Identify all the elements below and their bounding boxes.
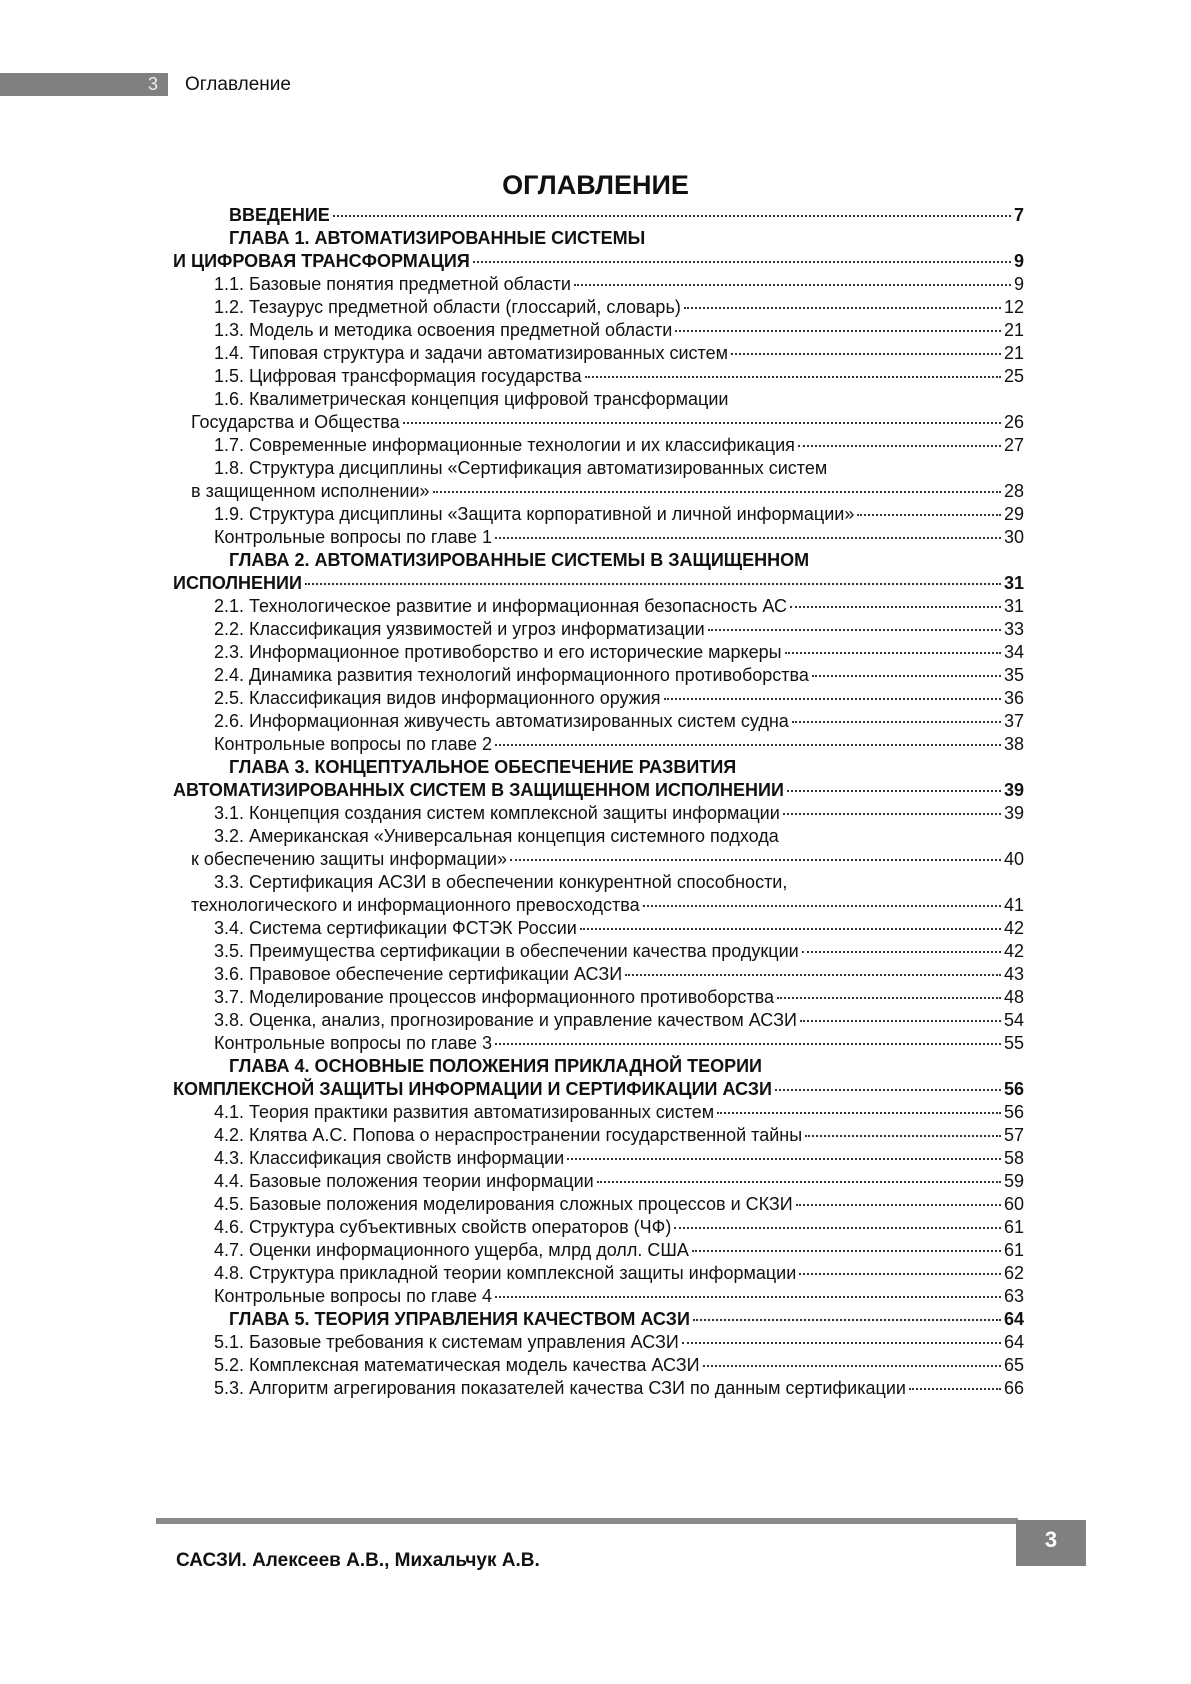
toc-entry[interactable]	[0, 917, 1191, 940]
toc-entry[interactable]	[0, 526, 1191, 549]
toc-entry-title[interactable]: 1.5. Цифровая трансформация государства	[214, 366, 582, 386]
toc-page-number[interactable]: 54	[1003, 1010, 1024, 1030]
toc-entry[interactable]	[0, 296, 1191, 319]
toc-entry-title[interactable]: 3.7. Моделирование процессов информационного противоборства	[214, 987, 775, 1007]
toc-page-number[interactable]: 58	[1003, 1148, 1024, 1168]
toc-entry[interactable]	[0, 687, 1191, 710]
toc-entry-title[interactable]: 5.2. Комплексная математическая модель качества АСЗИ	[214, 1355, 700, 1375]
dot-leader	[805, 1135, 1001, 1137]
dot-leader	[692, 1250, 1001, 1252]
toc-page-number[interactable]: 60	[1003, 1194, 1024, 1214]
toc-page-number[interactable]: 26	[1003, 412, 1024, 432]
toc-entry-title[interactable]: 4.2. Клятва А.С. Попова о нераспространении государственной тайны	[214, 1125, 803, 1145]
toc-entry[interactable]	[0, 1285, 1191, 1308]
toc-entry-title[interactable]: 3.2. Американская «Универсальная концепция системного подхода	[214, 826, 779, 846]
toc-entry-title[interactable]: 1.7. Современные информационные технологии и их классификация	[214, 435, 795, 455]
toc-page-number[interactable]: 40	[1003, 849, 1024, 869]
toc-entry-title[interactable]: в защищенном исполнении»	[191, 481, 430, 501]
dot-leader	[731, 353, 1001, 355]
toc-page-number[interactable]: 21	[1003, 343, 1024, 363]
dot-leader	[585, 376, 1001, 378]
toc-page-number[interactable]: 62	[1003, 1263, 1024, 1283]
dot-leader	[857, 514, 1001, 516]
toc-entry[interactable]	[0, 894, 1191, 917]
toc-entry[interactable]	[0, 480, 1191, 503]
dot-leader	[675, 330, 1001, 332]
dot-leader	[792, 721, 1001, 723]
toc-entry[interactable]	[0, 1377, 1191, 1400]
toc-entry-title[interactable]: 5.3. Алгоритм агрегирования показателей качества СЗИ по данным сертификации	[214, 1378, 906, 1398]
toc-entry[interactable]	[0, 1239, 1191, 1262]
footer-divider	[156, 1518, 1018, 1524]
toc-page-number[interactable]: 56	[1003, 1079, 1024, 1099]
dot-leader	[473, 261, 1011, 263]
toc-entry[interactable]	[0, 204, 1191, 227]
dot-leader	[799, 1273, 1001, 1275]
toc-page-number[interactable]: 12	[1003, 297, 1024, 317]
toc-entry[interactable]	[0, 940, 1191, 963]
footer-page-number: 3	[1016, 1520, 1086, 1566]
toc-page-number[interactable]: 43	[1003, 964, 1024, 984]
toc-entry[interactable]	[0, 1032, 1191, 1055]
toc-page-number[interactable]: 37	[1003, 711, 1024, 731]
toc-page-number[interactable]: 48	[1003, 987, 1024, 1007]
toc-page-number[interactable]: 39	[1003, 780, 1024, 800]
toc-entry-title[interactable]: АВТОМАТИЗИРОВАННЫХ СИСТЕМ В ЗАЩИЩЕННОМ ИСПОЛНЕНИИ	[173, 780, 784, 800]
toc-page-number[interactable]: 57	[1003, 1125, 1024, 1145]
toc-page-number[interactable]: 28	[1003, 481, 1024, 501]
toc-entry[interactable]	[0, 1124, 1191, 1147]
dot-leader	[495, 1043, 1001, 1045]
toc-entry-title[interactable]: ГЛАВА 4. ОСНОВНЫЕ ПОЛОЖЕНИЯ ПРИКЛАДНОЙ ТЕОРИИ	[229, 1056, 762, 1076]
toc-page-number[interactable]: 61	[1003, 1240, 1024, 1260]
dot-leader	[802, 951, 1001, 953]
dot-leader	[693, 1319, 1001, 1321]
toc-entry-title[interactable]: 1.1. Базовые понятия предметной области	[214, 274, 571, 294]
toc-page-number[interactable]: 25	[1003, 366, 1024, 386]
toc-page-number[interactable]: 29	[1003, 504, 1024, 524]
toc-entry-title[interactable]: 4.5. Базовые положения моделирования сложных процессов и СКЗИ	[214, 1194, 793, 1214]
toc-entry-first-line	[0, 549, 1191, 572]
dot-leader	[664, 698, 1001, 700]
toc-entry[interactable]	[0, 664, 1191, 687]
toc-entry[interactable]	[0, 1170, 1191, 1193]
toc-entry-title[interactable]: 3.3. Сертификация АСЗИ в обеспечении конкурентной способности,	[214, 872, 788, 892]
toc-entry-title[interactable]: ГЛАВА 5. ТЕОРИЯ УПРАВЛЕНИЯ КАЧЕСТВОМ АСЗИ	[229, 1309, 690, 1329]
toc-entry-first-line	[0, 825, 1191, 848]
toc-page-number[interactable]: 55	[1003, 1033, 1024, 1053]
toc-entry[interactable]	[0, 319, 1191, 342]
table-of-contents	[0, 204, 1191, 1400]
toc-entry-first-line	[0, 457, 1191, 480]
toc-entry-title[interactable]: ГЛАВА 3. КОНЦЕПТУАЛЬНОЕ ОБЕСПЕЧЕНИЕ РАЗВИТИЯ	[229, 757, 737, 777]
toc-page-number[interactable]: 30	[1003, 527, 1024, 547]
toc-entry-title[interactable]: Контрольные вопросы по главе 4	[214, 1286, 492, 1306]
toc-entry-title[interactable]: 1.8. Структура дисциплины «Сертификация автоматизированных систем	[214, 458, 828, 478]
toc-entry[interactable]	[0, 365, 1191, 388]
dot-leader	[775, 1089, 1001, 1091]
toc-entry-first-line	[0, 227, 1191, 250]
toc-entry[interactable]	[0, 779, 1191, 802]
toc-page-number[interactable]: 56	[1003, 1102, 1024, 1122]
toc-entry[interactable]	[0, 1147, 1191, 1170]
toc-entry[interactable]	[0, 986, 1191, 1009]
toc-entry-title[interactable]: 3.6. Правовое обеспечение сертификации АСЗИ	[214, 964, 623, 984]
toc-entry[interactable]	[0, 710, 1191, 733]
dot-leader	[909, 1388, 1001, 1390]
toc-entry[interactable]	[0, 273, 1191, 296]
toc-entry-title[interactable]: 4.4. Базовые положения теории информации	[214, 1171, 594, 1191]
toc-page-number[interactable]: 21	[1003, 320, 1024, 340]
toc-page-number[interactable]: 9	[1013, 274, 1024, 294]
toc-page-number[interactable]: 27	[1003, 435, 1024, 455]
toc-entry-title[interactable]: 1.6. Квалиметрическая концепция цифровой трансформации	[214, 389, 729, 409]
toc-entry-title[interactable]: 4.6. Структура субъективных свойств операторов (ЧФ)	[214, 1217, 672, 1237]
dot-leader	[796, 1204, 1001, 1206]
toc-entry[interactable]	[0, 1331, 1191, 1354]
toc-entry-title[interactable]: 2.1. Технологическое развитие и информационная безопасность АС	[214, 596, 788, 616]
dot-leader	[717, 1112, 1001, 1114]
toc-entry[interactable]	[0, 1101, 1191, 1124]
toc-entry[interactable]	[0, 595, 1191, 618]
header-section-title: Оглавление	[185, 74, 291, 95]
toc-entry[interactable]	[0, 572, 1191, 595]
toc-page-number[interactable]: 36	[1003, 688, 1024, 708]
toc-page-number[interactable]: 64	[1003, 1309, 1024, 1329]
toc-page-number[interactable]: 42	[1003, 918, 1024, 938]
dot-leader	[333, 215, 1011, 217]
header-page-bar	[0, 73, 168, 96]
toc-page-number[interactable]: 61	[1003, 1217, 1024, 1237]
dot-leader	[800, 1020, 1001, 1022]
toc-page-number[interactable]: 34	[1003, 642, 1024, 662]
toc-entry-title[interactable]: технологического и информационного превосходства	[191, 895, 640, 915]
toc-entry[interactable]	[0, 1193, 1191, 1216]
toc-page-number[interactable]: 31	[1003, 596, 1024, 616]
toc-entry-title[interactable]: ГЛАВА 1. АВТОМАТИЗИРОВАННЫЕ СИСТЕМЫ	[229, 228, 646, 248]
dot-leader	[433, 491, 1001, 493]
toc-entry[interactable]	[0, 848, 1191, 871]
page-title: ОГЛАВЛЕНИЕ	[502, 170, 689, 200]
toc-entry[interactable]	[0, 1078, 1191, 1101]
dot-leader	[708, 629, 1001, 631]
toc-page-number[interactable]: 59	[1003, 1171, 1024, 1191]
toc-page-number[interactable]: 38	[1003, 734, 1024, 754]
footer-authors: САСЗИ. Алексеев А.В., Михальчук А.В.	[176, 1550, 540, 1571]
toc-entry[interactable]	[0, 733, 1191, 756]
toc-entry[interactable]	[0, 641, 1191, 664]
dot-leader	[305, 583, 1001, 585]
toc-entry[interactable]	[0, 1262, 1191, 1285]
toc-page-number[interactable]: 9	[1013, 251, 1024, 271]
toc-entry-title[interactable]: 2.2. Классификация уязвимостей и угроз информатизации	[214, 619, 705, 639]
toc-entry-title[interactable]: Контрольные вопросы по главе 3	[214, 1033, 492, 1053]
toc-entry-title[interactable]: 3.8. Оценка, анализ, прогнозирование и управление качеством АСЗИ	[214, 1010, 797, 1030]
dot-leader	[703, 1365, 1001, 1367]
dot-leader	[597, 1181, 1001, 1183]
toc-entry[interactable]	[0, 1216, 1191, 1239]
toc-entry-title[interactable]: 3.5. Преимущества сертификации в обеспечении качества продукции	[214, 941, 799, 961]
toc-entry-title[interactable]: Государства и Общества	[191, 412, 400, 432]
dot-leader	[643, 905, 1001, 907]
toc-entry[interactable]	[0, 802, 1191, 825]
toc-page-number[interactable]: 42	[1003, 941, 1024, 961]
toc-entry-title[interactable]: 1.2. Тезаурус предметной области (глоссарий, словарь)	[214, 297, 681, 317]
toc-entry[interactable]	[0, 1354, 1191, 1377]
dot-leader	[625, 974, 1001, 976]
toc-entry-first-line	[0, 1055, 1191, 1078]
toc-entry-title[interactable]: 2.4. Динамика развития технологий информационного противоборства	[214, 665, 809, 685]
toc-entry-title[interactable]: 3.4. Система сертификации ФСТЭК России	[214, 918, 577, 938]
toc-entry-title[interactable]: к обеспечению защиты информации»	[191, 849, 508, 869]
toc-entry-title[interactable]: 2.5. Классификация видов информационного оружия	[214, 688, 661, 708]
toc-page-number[interactable]: 63	[1003, 1286, 1024, 1306]
toc-entry-title[interactable]: 3.1. Концепция создания систем комплексной защиты информации	[214, 803, 780, 823]
header-page-number: 3	[147, 74, 158, 94]
toc-entry-first-line	[0, 388, 1191, 411]
toc-page-number[interactable]: 33	[1003, 619, 1024, 639]
toc-entry[interactable]	[0, 250, 1191, 273]
toc-entry[interactable]	[0, 411, 1191, 434]
toc-page-number[interactable]: 7	[1013, 205, 1024, 225]
toc-entry-first-line	[0, 871, 1191, 894]
toc-page-number[interactable]: 41	[1003, 895, 1024, 915]
dot-leader	[574, 284, 1011, 286]
dot-leader	[567, 1158, 1001, 1160]
toc-entry[interactable]	[0, 1308, 1191, 1331]
toc-entry-title[interactable]: Контрольные вопросы по главе 1	[214, 527, 492, 547]
dot-leader	[682, 1342, 1001, 1344]
dot-leader	[495, 744, 1001, 746]
toc-entry-title[interactable]: ВВЕДЕНИЕ	[229, 205, 330, 225]
toc-entry-title[interactable]: КОМПЛЕКСНОЙ ЗАЩИТЫ ИНФОРМАЦИИ И СЕРТИФИКАЦИИ АСЗИ	[173, 1079, 772, 1099]
toc-entry-title[interactable]: ИСПОЛНЕНИИ	[173, 573, 302, 593]
dot-leader	[798, 445, 1001, 447]
dot-leader	[777, 997, 1001, 999]
toc-page-number[interactable]: 31	[1003, 573, 1024, 593]
toc-entry-title[interactable]: 4.8. Структура прикладной теории комплексной защиты информации	[214, 1263, 797, 1283]
dot-leader	[783, 813, 1001, 815]
toc-entry-title[interactable]: ГЛАВА 2. АВТОМАТИЗИРОВАННЫЕ СИСТЕМЫ В ЗАЩИЩЕННОМ	[229, 550, 810, 570]
dot-leader	[684, 307, 1001, 309]
toc-entry-title[interactable]: Контрольные вопросы по главе 2	[214, 734, 492, 754]
toc-entry[interactable]	[0, 963, 1191, 986]
toc-entry[interactable]	[0, 618, 1191, 641]
toc-entry[interactable]	[0, 342, 1191, 365]
toc-entry-title[interactable]: 2.3. Информационное противоборство и его исторические маркеры	[214, 642, 782, 662]
toc-entry-title[interactable]: 4.3. Классификация свойств информации	[214, 1148, 565, 1168]
toc-entry-title[interactable]: 4.7. Оценки информационного ущерба, млрд долл. США	[214, 1240, 689, 1260]
toc-entry-title[interactable]: 5.1. Базовые требования к системам управления АСЗИ	[214, 1332, 679, 1352]
toc-entry-title[interactable]: 1.9. Структура дисциплины «Защита корпоративной и личной информации»	[214, 504, 855, 524]
toc-entry[interactable]	[0, 434, 1191, 457]
dot-leader	[674, 1227, 1001, 1229]
toc-entry-first-line	[0, 756, 1191, 779]
dot-leader	[403, 422, 1001, 424]
dot-leader	[510, 859, 1001, 861]
toc-entry-title[interactable]: И ЦИФРОВАЯ ТРАНСФОРМАЦИЯ	[173, 251, 470, 271]
dot-leader	[580, 928, 1001, 930]
toc-entry-title[interactable]: 1.4. Типовая структура и задачи автоматизированных систем	[214, 343, 728, 363]
dot-leader	[790, 606, 1001, 608]
dot-leader	[495, 537, 1001, 539]
toc-page-number[interactable]: 66	[1003, 1378, 1024, 1398]
toc-page-number[interactable]: 35	[1003, 665, 1024, 685]
toc-page-number[interactable]: 64	[1003, 1332, 1024, 1352]
dot-leader	[787, 790, 1001, 792]
toc-entry[interactable]	[0, 503, 1191, 526]
toc-page-number[interactable]: 39	[1003, 803, 1024, 823]
toc-entry-title[interactable]: 2.6. Информационная живучесть автоматизированных систем судна	[214, 711, 789, 731]
dot-leader	[785, 652, 1001, 654]
toc-entry-title[interactable]: 4.1. Теория практики развития автоматизированных систем	[214, 1102, 715, 1122]
dot-leader	[812, 675, 1001, 677]
dot-leader	[495, 1296, 1001, 1298]
toc-entry[interactable]	[0, 1009, 1191, 1032]
toc-entry-title[interactable]: 1.3. Модель и методика освоения предметной области	[214, 320, 673, 340]
toc-page-number[interactable]: 65	[1003, 1355, 1024, 1375]
